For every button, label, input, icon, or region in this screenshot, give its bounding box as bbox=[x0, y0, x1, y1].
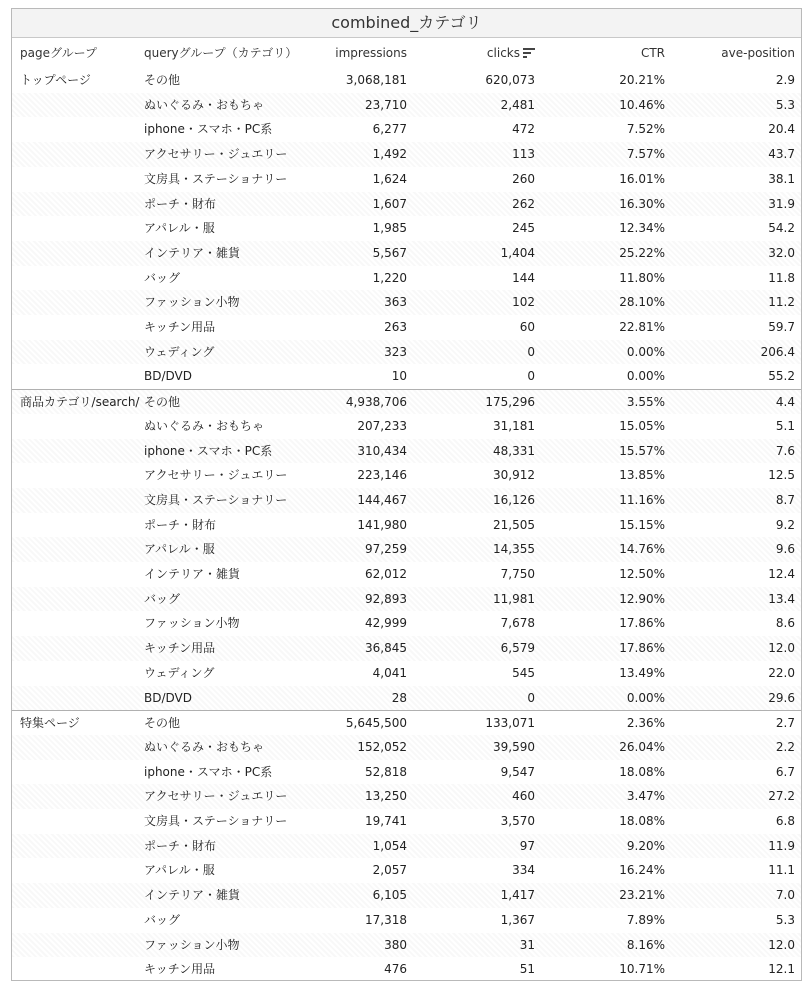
cell-impressions: 97,259 bbox=[365, 542, 407, 557]
cell-ctr: 11.16% bbox=[619, 492, 665, 507]
col-header-query-group[interactable]: queryグループ（カテゴリ） bbox=[144, 46, 298, 60]
cell-clicks: 334 bbox=[512, 863, 535, 878]
cell-clicks: 39,590 bbox=[493, 739, 535, 754]
cell-ctr: 15.57% bbox=[619, 443, 665, 458]
cell-query-group: ファッション小物 bbox=[144, 937, 240, 952]
cell-ctr: 28.10% bbox=[619, 295, 665, 310]
cell-query-group: ウェディング bbox=[144, 344, 215, 359]
cell-clicks: 133,071 bbox=[485, 716, 535, 731]
cell-impressions: 1,220 bbox=[372, 270, 407, 285]
cell-query-group: アクセサリー・ジュエリー bbox=[144, 468, 288, 483]
table-row[interactable] bbox=[12, 883, 801, 908]
cell-ctr: 12.90% bbox=[619, 591, 665, 606]
cell-ctr: 23.21% bbox=[619, 888, 665, 903]
cell-impressions: 1,607 bbox=[372, 196, 407, 211]
table-row[interactable] bbox=[12, 587, 801, 612]
cell-impressions: 17,318 bbox=[365, 912, 407, 927]
cell-query-group: ファッション小物 bbox=[144, 295, 240, 310]
cell-clicks: 0 bbox=[527, 344, 535, 359]
table-row[interactable] bbox=[12, 192, 801, 217]
cell-clicks: 175,296 bbox=[485, 395, 535, 410]
table-row[interactable] bbox=[12, 908, 801, 933]
cell-ave-position: 54.2 bbox=[768, 221, 795, 236]
cell-clicks: 97 bbox=[519, 838, 535, 853]
cell-page-group: 商品カテゴリ/search/ bbox=[20, 395, 140, 410]
cell-clicks: 0 bbox=[527, 369, 535, 384]
cell-page-group: 特集ページ bbox=[20, 716, 80, 731]
cell-ave-position: 59.7 bbox=[768, 320, 795, 334]
cell-query-group: バッグ bbox=[144, 912, 181, 927]
cell-impressions: 323 bbox=[384, 344, 407, 359]
cell-ctr: 13.85% bbox=[619, 468, 665, 483]
cell-ave-position: 12.5 bbox=[768, 468, 795, 483]
cell-query-group: アパレル・服 bbox=[144, 863, 215, 878]
cell-ave-position: 2.9 bbox=[775, 73, 795, 87]
table-row[interactable] bbox=[12, 735, 801, 760]
cell-query-group: ぬいぐるみ・おもちゃ bbox=[144, 739, 265, 754]
cell-ctr: 15.05% bbox=[619, 418, 665, 433]
cell-impressions: 476 bbox=[384, 962, 407, 977]
cell-ave-position: 4.4 bbox=[775, 395, 795, 410]
cell-query-group: iphone・スマホ・PC系 bbox=[144, 443, 273, 458]
table-row[interactable] bbox=[12, 340, 801, 365]
table-row[interactable] bbox=[12, 710, 801, 735]
cell-query-group: その他 bbox=[144, 73, 181, 87]
cell-impressions: 263 bbox=[384, 320, 407, 334]
col-header-page-group[interactable]: pageグループ bbox=[20, 46, 98, 60]
table-row[interactable] bbox=[12, 414, 801, 439]
cell-impressions: 62,012 bbox=[365, 567, 407, 581]
cell-query-group: アパレル・服 bbox=[144, 542, 215, 557]
table-row[interactable] bbox=[12, 117, 801, 142]
table-row[interactable] bbox=[12, 241, 801, 266]
cell-impressions: 1,492 bbox=[372, 147, 407, 162]
table-row[interactable] bbox=[12, 760, 801, 785]
table-row[interactable] bbox=[12, 167, 801, 192]
cell-ave-position: 13.4 bbox=[768, 591, 795, 606]
col-header-clicks-label: clicks bbox=[486, 46, 520, 60]
cell-clicks: 48,331 bbox=[493, 443, 535, 458]
cell-ave-position: 11.2 bbox=[768, 295, 795, 310]
cell-ave-position: 12.1 bbox=[768, 962, 795, 977]
table-row[interactable] bbox=[12, 439, 801, 464]
cell-impressions: 19,741 bbox=[365, 814, 407, 828]
cell-impressions: 6,277 bbox=[372, 122, 407, 137]
cell-ave-position: 8.7 bbox=[775, 492, 795, 507]
cell-query-group: アクセサリー・ジュエリー bbox=[144, 789, 288, 804]
cell-clicks: 16,126 bbox=[493, 492, 535, 507]
cell-page-group: トップページ bbox=[20, 73, 91, 87]
cell-query-group: アクセサリー・ジュエリー bbox=[144, 147, 288, 162]
col-header-impressions[interactable]: impressions bbox=[335, 46, 407, 60]
cell-impressions: 380 bbox=[384, 937, 407, 952]
cell-query-group: ファッション小物 bbox=[144, 616, 240, 631]
cell-ctr: 9.20% bbox=[626, 838, 665, 853]
cell-ctr: 10.46% bbox=[619, 97, 665, 112]
cell-clicks: 9,547 bbox=[500, 764, 535, 779]
cell-ctr: 14.76% bbox=[619, 542, 665, 557]
cell-query-group: インテリア・雑貨 bbox=[144, 888, 241, 903]
cell-impressions: 1,054 bbox=[372, 838, 407, 853]
cell-ctr: 3.47% bbox=[626, 789, 665, 804]
cell-ave-position: 43.7 bbox=[768, 147, 795, 162]
cell-ctr: 8.16% bbox=[626, 937, 665, 952]
cell-ave-position: 9.2 bbox=[775, 517, 795, 532]
table-row[interactable] bbox=[12, 858, 801, 883]
cell-impressions: 363 bbox=[384, 295, 407, 310]
table-row[interactable] bbox=[12, 463, 801, 488]
cell-impressions: 92,893 bbox=[365, 591, 407, 606]
cell-ave-position: 11.8 bbox=[768, 270, 795, 285]
cell-ctr: 25.22% bbox=[619, 245, 665, 260]
cell-ave-position: 8.6 bbox=[775, 616, 795, 631]
cell-query-group: ウェディング bbox=[144, 665, 215, 680]
cell-ctr: 7.89% bbox=[626, 912, 665, 927]
cell-impressions: 23,710 bbox=[365, 97, 407, 112]
cell-ctr: 18.08% bbox=[619, 814, 665, 828]
table-row[interactable] bbox=[12, 389, 801, 414]
cell-impressions: 4,938,706 bbox=[345, 395, 407, 410]
cell-impressions: 141,980 bbox=[357, 517, 407, 532]
table-body bbox=[12, 68, 801, 982]
cell-ave-position: 31.9 bbox=[768, 196, 795, 211]
cell-ave-position: 5.3 bbox=[775, 97, 795, 112]
cell-ctr: 0.00% bbox=[626, 690, 665, 705]
cell-clicks: 11,981 bbox=[493, 591, 535, 606]
cell-ctr: 0.00% bbox=[626, 369, 665, 384]
cell-ctr: 17.86% bbox=[619, 641, 665, 656]
cell-clicks: 31,181 bbox=[493, 418, 535, 433]
cell-ave-position: 12.0 bbox=[768, 937, 795, 952]
cell-impressions: 3,068,181 bbox=[345, 73, 407, 87]
cell-impressions: 13,250 bbox=[365, 789, 407, 804]
cell-impressions: 310,434 bbox=[357, 443, 407, 458]
cell-clicks: 7,750 bbox=[500, 567, 535, 581]
cell-ctr: 13.49% bbox=[619, 665, 665, 680]
cell-query-group: ポーチ・財布 bbox=[144, 838, 217, 853]
cell-query-group: キッチン用品 bbox=[144, 641, 216, 656]
cell-clicks: 6,579 bbox=[500, 641, 535, 656]
table-row[interactable] bbox=[12, 68, 801, 93]
cell-clicks: 262 bbox=[512, 196, 535, 211]
cell-query-group: BD/DVD bbox=[144, 369, 192, 384]
table-row[interactable] bbox=[12, 611, 801, 636]
cell-impressions: 2,057 bbox=[372, 863, 407, 878]
cell-impressions: 223,146 bbox=[357, 468, 407, 483]
cell-ave-position: 12.4 bbox=[768, 567, 795, 581]
cell-impressions: 152,052 bbox=[357, 739, 407, 754]
cell-ave-position: 20.4 bbox=[768, 122, 795, 137]
table-row[interactable] bbox=[12, 957, 801, 982]
cell-ave-position: 7.0 bbox=[775, 888, 795, 903]
cell-ctr: 12.50% bbox=[619, 567, 665, 581]
cell-clicks: 60 bbox=[519, 320, 535, 334]
cell-query-group: ぬいぐるみ・おもちゃ bbox=[144, 418, 265, 433]
cell-query-group: バッグ bbox=[144, 270, 181, 285]
cell-clicks: 620,073 bbox=[485, 73, 535, 87]
cell-ave-position: 5.3 bbox=[775, 912, 795, 927]
cell-ave-position: 5.1 bbox=[775, 418, 795, 433]
cell-query-group: その他 bbox=[144, 716, 181, 731]
cell-ave-position: 38.1 bbox=[768, 171, 795, 186]
cell-ave-position: 32.0 bbox=[768, 245, 795, 260]
table-row[interactable] bbox=[12, 809, 801, 834]
cell-ctr: 12.34% bbox=[619, 221, 665, 236]
table-row[interactable] bbox=[12, 661, 801, 686]
sort-descending-icon[interactable] bbox=[523, 48, 535, 58]
cell-ctr: 16.01% bbox=[619, 171, 665, 186]
cell-ave-position: 55.2 bbox=[768, 369, 795, 384]
cell-ave-position: 29.6 bbox=[768, 690, 795, 705]
cell-clicks: 14,355 bbox=[493, 542, 535, 557]
cell-impressions: 144,467 bbox=[357, 492, 407, 507]
cell-impressions: 1,624 bbox=[372, 171, 407, 186]
cell-ave-position: 27.2 bbox=[768, 789, 795, 804]
cell-ctr: 0.00% bbox=[626, 344, 665, 359]
table-row[interactable] bbox=[12, 686, 801, 711]
cell-impressions: 5,567 bbox=[372, 245, 407, 260]
table-row[interactable] bbox=[12, 266, 801, 291]
cell-query-group: バッグ bbox=[144, 591, 181, 606]
cell-clicks: 7,678 bbox=[500, 616, 535, 631]
table-row[interactable] bbox=[12, 784, 801, 809]
cell-clicks: 31 bbox=[519, 937, 535, 952]
table-row[interactable] bbox=[12, 933, 801, 958]
cell-clicks: 1,417 bbox=[500, 888, 535, 903]
col-header-clicks[interactable] bbox=[487, 38, 535, 68]
cell-ave-position: 6.7 bbox=[775, 764, 795, 779]
cell-impressions: 52,818 bbox=[365, 764, 407, 779]
table-row[interactable] bbox=[12, 364, 801, 389]
cell-clicks: 144 bbox=[512, 270, 535, 285]
cell-query-group: キッチン用品 bbox=[144, 962, 216, 977]
table-header bbox=[12, 38, 801, 68]
cell-ctr: 2.36% bbox=[626, 716, 665, 731]
cell-clicks: 113 bbox=[512, 147, 535, 162]
cell-impressions: 10 bbox=[391, 369, 407, 384]
cell-query-group: キッチン用品 bbox=[144, 320, 216, 334]
cell-ave-position: 2.2 bbox=[775, 739, 795, 754]
cell-ctr: 15.15% bbox=[619, 517, 665, 532]
cell-query-group: その他 bbox=[144, 395, 181, 410]
cell-query-group: 文房具・ステーショナリー bbox=[144, 492, 288, 507]
table-row[interactable] bbox=[12, 142, 801, 167]
cell-impressions: 5,645,500 bbox=[345, 716, 407, 731]
cell-clicks: 0 bbox=[527, 690, 535, 705]
cell-query-group: インテリア・雑貨 bbox=[144, 245, 241, 260]
table-title: combined_カテゴリ bbox=[12, 9, 801, 38]
cell-ave-position: 9.6 bbox=[775, 542, 795, 557]
cell-impressions: 1,985 bbox=[372, 221, 407, 236]
col-header-ave-position[interactable]: ave-position bbox=[721, 46, 795, 60]
cell-clicks: 51 bbox=[519, 962, 535, 977]
cell-ctr: 20.21% bbox=[619, 73, 665, 87]
cell-clicks: 260 bbox=[512, 171, 535, 186]
cell-impressions: 207,233 bbox=[357, 418, 407, 433]
cell-impressions: 6,105 bbox=[372, 888, 407, 903]
table-row[interactable] bbox=[12, 834, 801, 859]
cell-query-group: BD/DVD bbox=[144, 690, 192, 705]
cell-ctr: 10.71% bbox=[619, 962, 665, 977]
table-row[interactable] bbox=[12, 315, 801, 340]
cell-impressions: 42,999 bbox=[365, 616, 407, 631]
cell-ave-position: 6.8 bbox=[775, 814, 795, 828]
cell-clicks: 472 bbox=[512, 122, 535, 137]
cell-ctr: 18.08% bbox=[619, 764, 665, 779]
table-panel bbox=[11, 8, 802, 981]
cell-clicks: 545 bbox=[512, 665, 535, 680]
col-header-ctr[interactable]: CTR bbox=[640, 46, 665, 60]
cell-ave-position: 206.4 bbox=[760, 344, 795, 359]
cell-clicks: 21,505 bbox=[493, 517, 535, 532]
cell-clicks: 102 bbox=[512, 295, 535, 310]
cell-query-group: 文房具・ステーショナリー bbox=[144, 814, 288, 828]
cell-ctr: 16.30% bbox=[619, 196, 665, 211]
cell-clicks: 245 bbox=[512, 221, 535, 236]
cell-query-group: ポーチ・財布 bbox=[144, 196, 217, 211]
cell-ctr: 7.52% bbox=[626, 122, 665, 137]
table-row[interactable] bbox=[12, 93, 801, 118]
table-row[interactable] bbox=[12, 290, 801, 315]
cell-query-group: ポーチ・財布 bbox=[144, 517, 217, 532]
cell-ave-position: 11.9 bbox=[768, 838, 795, 853]
cell-ctr: 22.81% bbox=[619, 320, 665, 334]
cell-query-group: インテリア・雑貨 bbox=[144, 567, 241, 581]
cell-impressions: 28 bbox=[391, 690, 407, 705]
cell-ctr: 7.57% bbox=[626, 147, 665, 162]
cell-ave-position: 7.6 bbox=[775, 443, 795, 458]
cell-query-group: 文房具・ステーショナリー bbox=[144, 171, 288, 186]
cell-query-group: iphone・スマホ・PC系 bbox=[144, 122, 273, 137]
cell-query-group: iphone・スマホ・PC系 bbox=[144, 764, 273, 779]
cell-clicks: 1,367 bbox=[500, 912, 535, 927]
cell-query-group: ぬいぐるみ・おもちゃ bbox=[144, 97, 265, 112]
cell-ave-position: 12.0 bbox=[768, 641, 795, 656]
cell-clicks: 30,912 bbox=[493, 468, 535, 483]
table-row[interactable] bbox=[12, 636, 801, 661]
table-row[interactable] bbox=[12, 488, 801, 513]
table-row[interactable] bbox=[12, 216, 801, 241]
table-row[interactable] bbox=[12, 513, 801, 538]
cell-ctr: 17.86% bbox=[619, 616, 665, 631]
cell-ave-position: 2.7 bbox=[775, 716, 795, 731]
table-row[interactable] bbox=[12, 537, 801, 562]
cell-ave-position: 22.0 bbox=[768, 665, 795, 680]
cell-ctr: 11.80% bbox=[619, 270, 665, 285]
table-row[interactable] bbox=[12, 562, 801, 587]
cell-ave-position: 11.1 bbox=[768, 863, 795, 878]
cell-clicks: 460 bbox=[512, 789, 535, 804]
cell-clicks: 1,404 bbox=[500, 245, 535, 260]
cell-ctr: 26.04% bbox=[619, 739, 665, 754]
cell-impressions: 4,041 bbox=[372, 665, 407, 680]
cell-ctr: 3.55% bbox=[626, 395, 665, 410]
cell-query-group: アパレル・服 bbox=[144, 221, 215, 236]
cell-clicks: 3,570 bbox=[500, 814, 535, 828]
cell-ctr: 16.24% bbox=[619, 863, 665, 878]
cell-clicks: 2,481 bbox=[500, 97, 535, 112]
cell-impressions: 36,845 bbox=[365, 641, 407, 656]
